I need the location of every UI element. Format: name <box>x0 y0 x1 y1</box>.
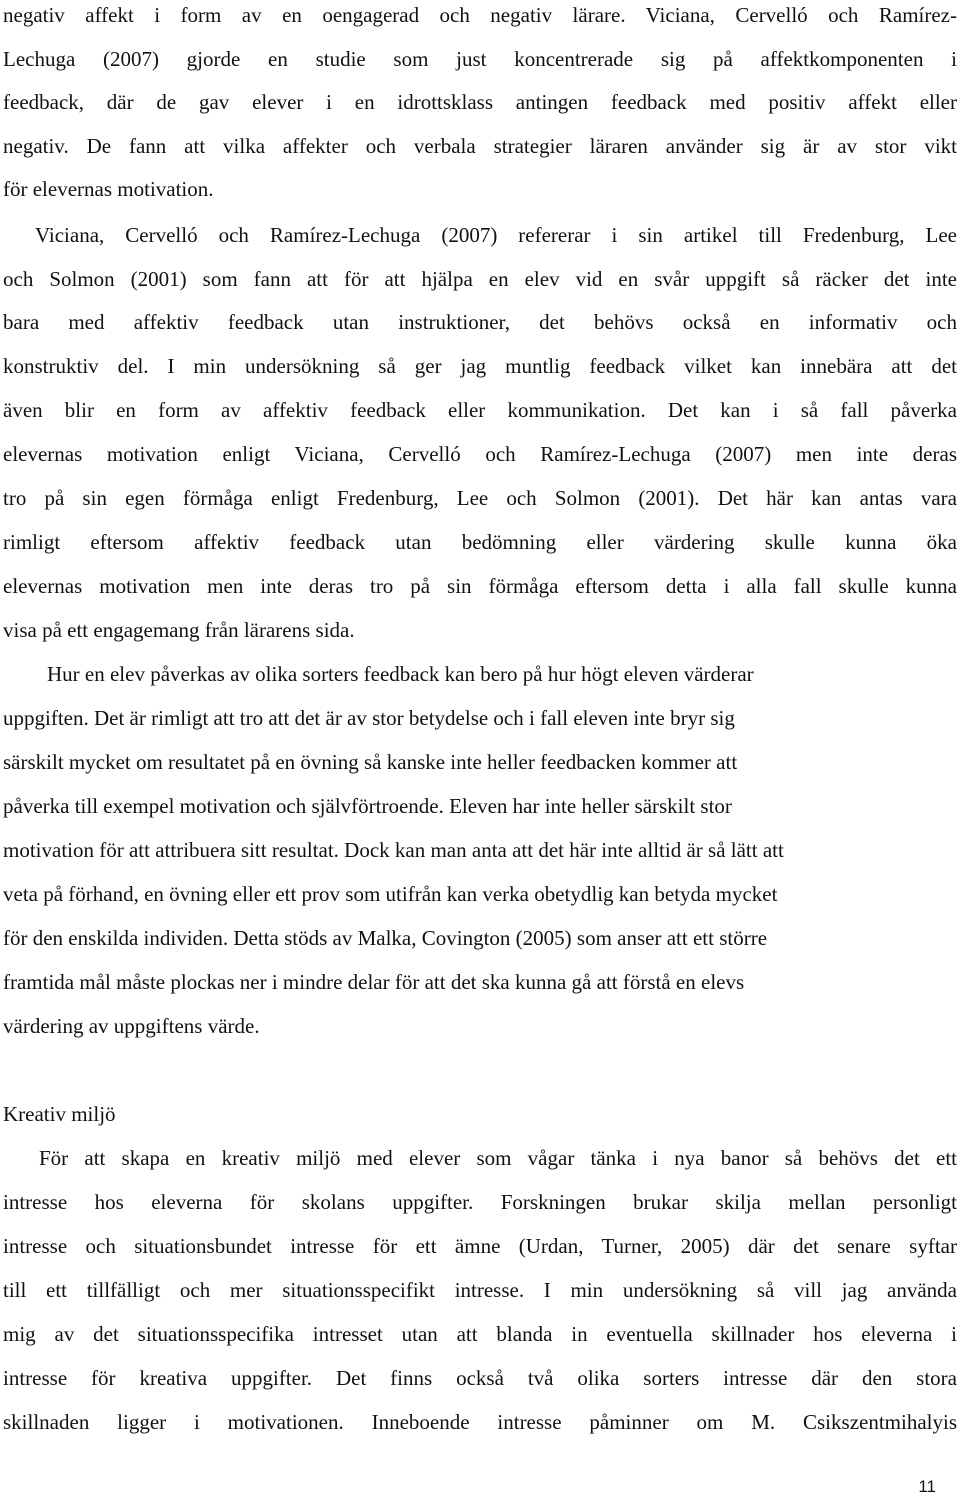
text-line: särskilt mycket om resultatet på en övning så kanske inte heller feedbacken kommer att <box>3 750 738 774</box>
text-line: Hur en elev påverkas av olika sorters feedback kan bero på hur högt eleven värderar <box>47 662 754 686</box>
text-line: motivation för att attribuera sitt resultat. Dock kan man anta att det här inte alltid är så lätt att <box>3 838 784 862</box>
text-line: intresse hos eleverna för skolans uppgifter. Forskningen brukar skilja mellan personligt <box>3 1190 957 1214</box>
page-number: 11 <box>918 1477 936 1496</box>
text-line: värdering av uppgiftens värde. <box>3 1014 260 1038</box>
text-line: intresse och situationsbundet intresse för ett ämne (Urdan, Turner, 2005) där det senare syftar <box>3 1234 957 1258</box>
text-line: feedback, där de gav elever i en idrottsklass antingen feedback med positiv affekt eller <box>3 90 957 114</box>
text-line: intresse för kreativa uppgifter. Det finns också två olika sorters intresse där den stora <box>3 1366 957 1390</box>
text-line: För att skapa en kreativ miljö med elever som vågar tänka i nya banor så behövs det ett <box>39 1146 957 1170</box>
text-line: tro på sin egen förmåga enligt Fredenburg, Lee och Solmon (2001). Det här kan antas vara <box>3 486 957 510</box>
text-line: Viciana, Cervelló och Ramírez-Lechuga (2007) refererar i sin artikel till Fredenburg, Lee <box>35 223 957 247</box>
text-line: till ett tillfälligt och mer situationsspecifikt intresse. I min undersökning så vill jag använda <box>3 1278 957 1302</box>
text-line: Lechuga (2007) gjorde en studie som just koncentrerade sig på affektkomponenten i <box>3 47 957 71</box>
text-line: uppgiften. Det är rimligt att tro att det är av stor betydelse och i fall eleven inte bryr sig <box>3 706 735 730</box>
text-line: och Solmon (2001) som fann att för att hjälpa en elev vid en svår uppgift så räcker det inte <box>3 267 957 291</box>
text-line: negativ. De fann att vilka affekter och verbala strategier läraren använder sig är av stor vikt <box>3 134 957 158</box>
text-line: för den enskilda individen. Detta stöds av Malka, Covington (2005) som anser att ett större <box>3 926 768 950</box>
text-line: elevernas motivation enligt Viciana, Cervelló och Ramírez-Lechuga (2007) men inte deras <box>3 442 957 466</box>
text-line: konstruktiv del. I min undersökning så ger jag muntlig feedback vilket kan innebära att det <box>3 354 957 378</box>
text-line: visa på ett engagemang från lärarens sida. <box>3 618 355 642</box>
text-line: även blir en form av affektiv feedback eller kommunikation. Det kan i så fall påverka <box>3 398 957 422</box>
text-line: framtida mål måste plockas ner i mindre delar för att det ska kunna gå att förstå en elevs <box>3 970 745 994</box>
text-line: skillnaden ligger i motivationen. Inneboende intresse påminner om M. Csikszentmihalyis <box>3 1410 957 1434</box>
text-line: elevernas motivation men inte deras tro på sin förmåga eftersom detta i alla fall skulle kunna <box>3 574 957 598</box>
text-line: veta på förhand, en övning eller ett prov som utifrån kan verka obetydlig kan betyda mycket <box>3 882 778 906</box>
text-line: för elevernas motivation. <box>3 177 214 201</box>
text-line: påverka till exempel motivation och självförtroende. Eleven har inte heller särskilt stor <box>3 794 732 818</box>
text-line: bara med affektiv feedback utan instruktioner, det behövs också en informativ och <box>3 310 957 334</box>
text-line: negativ affekt i form av en oengagerad och negativ lärare. Viciana, Cervelló och Ramírez- <box>3 3 957 27</box>
text-line: mig av det situationsspecifika intresset utan att blanda in eventuella skillnader hos eleverna i <box>3 1322 957 1346</box>
section-heading: Kreativ miljö <box>3 1102 116 1126</box>
text-line: rimligt eftersom affektiv feedback utan bedömning eller värdering skulle kunna öka <box>3 530 957 554</box>
